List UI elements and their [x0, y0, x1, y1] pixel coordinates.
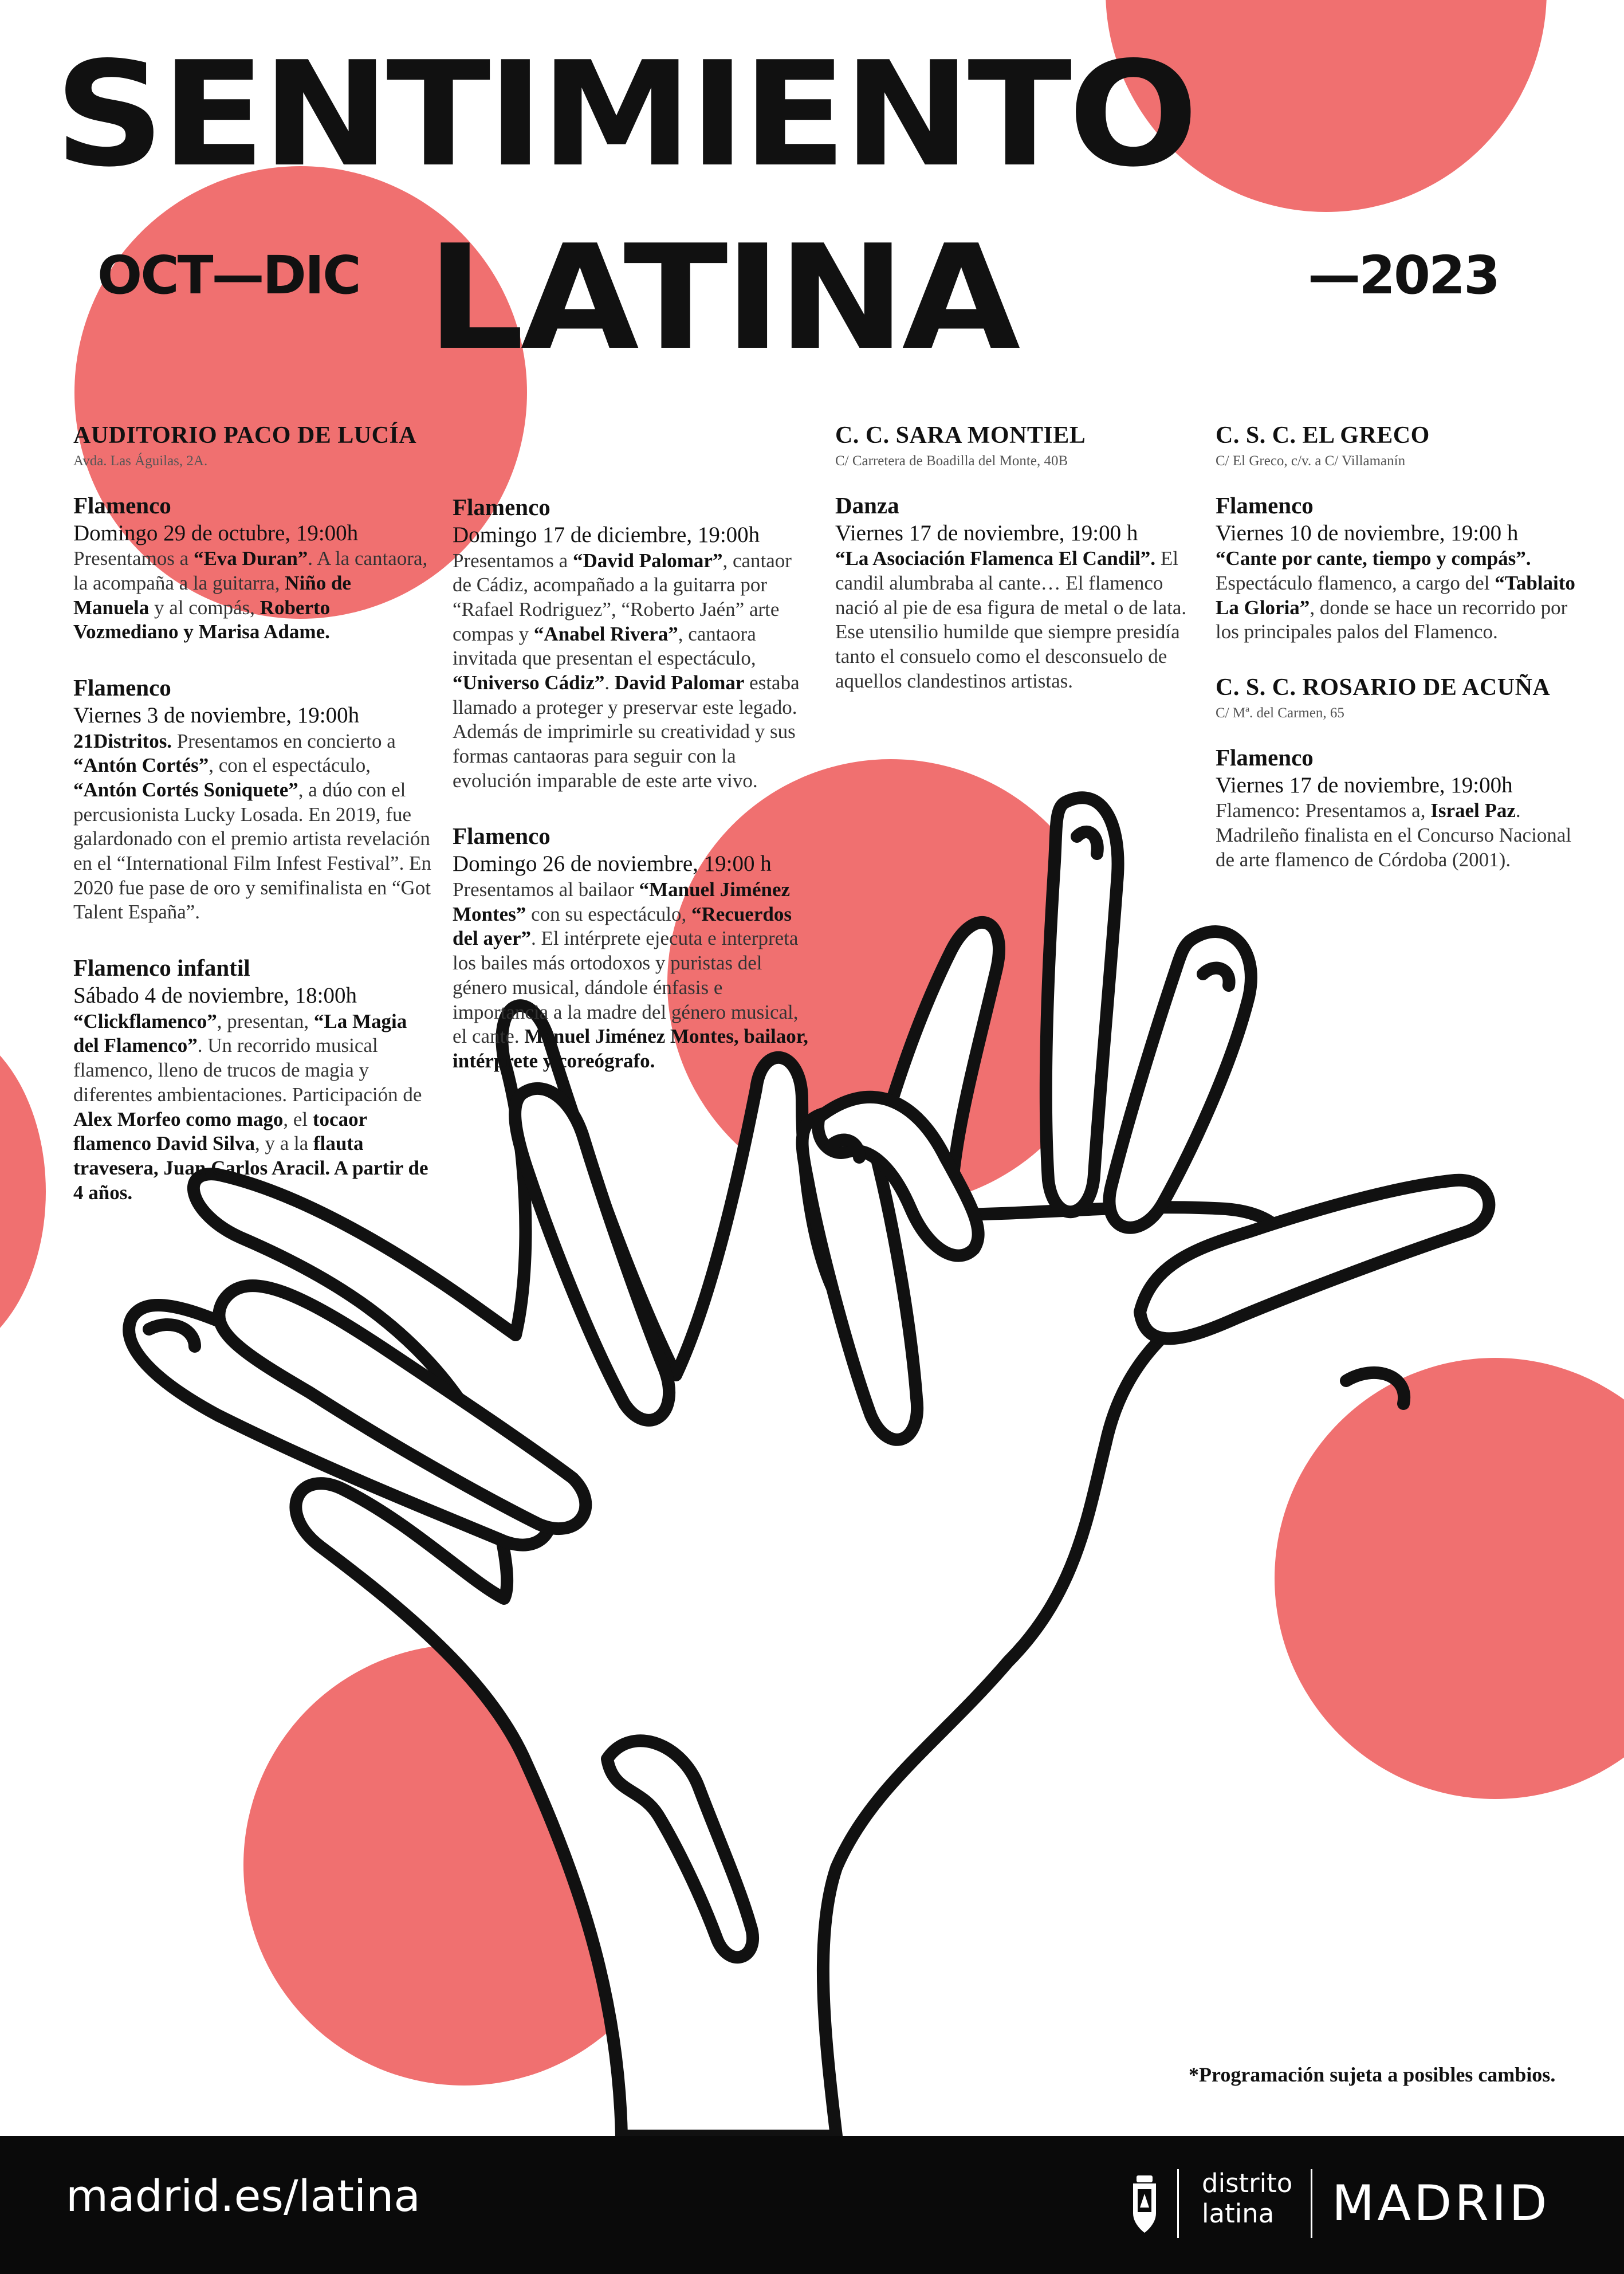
event-date: Viernes 10 de noviembre, 19:00 h [1216, 520, 1519, 545]
event-description: “Clickflamenco”, presentan, “La Magia del Flamenco”. Un recorrido musical flamenco, lleno de trucos de magia y diferentes ambientaciones. Participación de Alex Morfeo como mago, el tocaor flamenco David Silva, y a la flauta travesera, Juan Carlos Aracil. A partir de 4 años. [73, 1010, 428, 1204]
event-category: Flamenco [453, 823, 550, 850]
event-date: Viernes 17 de noviembre, 19:00 h [835, 520, 1138, 545]
column-el-greco [1216, 421, 1582, 901]
column-auditorio [73, 421, 431, 1234]
event-category: Flamenco [1216, 744, 1314, 771]
event-date: Viernes 17 de noviembre, 19:00h [1216, 772, 1513, 798]
event-category: Danza [835, 492, 899, 519]
event-category: Flamenco infantil [73, 955, 250, 981]
footer-divider [1311, 2169, 1312, 2238]
event-description: “Cante por cante, tiempo y compás”. Espectáculo flamenco, a cargo del “Tablaito La Gloria”, donde se hace un recorrido por los principales palos del Flamenco. [1216, 547, 1575, 643]
event-description: Presentamos a “Eva Duran”. A la cantaora, la acompaña a la guitarra, Niño de Manuela y al compás, Roberto Vozmediano y Marisa Adame. [73, 547, 428, 643]
footer-divider [1177, 2169, 1179, 2238]
venue-address: C/ Carretera de Boadilla del Monte, 40B [835, 453, 1068, 469]
event-item [73, 673, 431, 925]
title-line-2: LATINA [427, 214, 1017, 382]
venue-address: Avda. Las Águilas, 2A. [73, 453, 208, 469]
schedule-disclaimer: *Programación sujeta a posibles cambios. [1189, 2063, 1556, 2086]
event-category: Flamenco [73, 492, 171, 519]
event-item [1216, 491, 1582, 645]
date-range-label: OCT—DIC [97, 245, 360, 306]
column-auditorio-continued [453, 493, 811, 1102]
title-line-1: SENTIMIENTO [54, 31, 1195, 199]
event-description: 21Distritos. Presentamos en concierto a “Antón Cortés”, con el espectáculo, “Antón Cortés Soniquete”, a dúo con el percusionista Lucky Losada. En 2019, fue galardonado con el premio artista revelación en el “International Film Infest Festival”. En 2020 fue pase de oro y semifinalista en “Got Talent España”. [73, 729, 431, 924]
event-item [835, 491, 1190, 694]
venue-name: C. S. C. ROSARIO DE ACUÑA [1216, 674, 1551, 701]
event-item [453, 493, 811, 793]
website-link[interactable]: madrid.es/latina [66, 2170, 420, 2221]
event-date: Viernes 3 de noviembre, 19:00h [73, 703, 360, 728]
venue-address: C/ Mª. del Carmen, 65 [1216, 705, 1344, 721]
event-date: Sábado 4 de noviembre, 18:00h [73, 983, 357, 1008]
event-date: Domingo 29 de octubre, 19:00h [73, 520, 359, 545]
column-sara-montiel [835, 421, 1190, 722]
district-label: distrito latina [1202, 2168, 1293, 2229]
event-item [1216, 743, 1582, 873]
event-item [73, 953, 431, 1205]
event-date: Domingo 17 de diciembre, 19:00h [453, 523, 760, 548]
event-description: Presentamos a “David Palomar”, cantaor de Cádiz, acompañado a la guitarra por “Rafael Rodriguez”, “Roberto Jaén” arte compas y “Anabel Rivera”, cantaora invitada que presentan el espectáculo, “Universo Cádiz”. David Palomar estaba llamado a proteger y preservar este legado. Además de imprimirle su creatividad y sus formas cantaoras para seguir con la evolución imparable de este arte vivo. [453, 549, 800, 792]
madrid-crest-icon [1128, 2173, 1161, 2236]
event-category: Flamenco [1216, 492, 1314, 519]
event-category: Flamenco [453, 494, 550, 520]
venue-address: C/ El Greco, c/v. a C/ Villamanín [1216, 453, 1406, 469]
venue-name: C. S. C. EL GRECO [1216, 422, 1430, 449]
event-category: Flamenco [73, 674, 171, 701]
venue-name: AUDITORIO PACO DE LUCÍA [73, 422, 417, 449]
footer-bar [0, 2136, 1624, 2274]
event-item [73, 491, 431, 645]
event-description: “La Asociación Flamenca El Candil”. El candil alumbraba al cante… El flamenco nació al pie de esa figura de metal o de lata. Ese utensilio humilde que siempre presidía tanto el consuelo como el desconsuelo de aquellos clandestinos artistas. [835, 547, 1187, 692]
venue-name: C. C. SARA MONTIEL [835, 422, 1086, 449]
year-label: —2023 [1308, 245, 1499, 306]
event-item [453, 822, 811, 1073]
madrid-wordmark: MADRID [1332, 2175, 1550, 2232]
event-description: Presentamos al bailaor “Manuel Jiménez Montes” con su espectáculo, “Recuerdos del ayer”. El intérprete ejecuta e interpreta los bailes más ortodoxos y puristas del género musical, dándole énfasis e importancia a la madre del género musical, el cante. Manuel Jiménez Montes, bailaor, intérprete y coreógrafo. [453, 878, 808, 1072]
event-date: Domingo 26 de noviembre, 19:00 h [453, 851, 772, 877]
event-description: Flamenco: Presentamos a, Israel Paz. Madrileño finalista en el Concurso Nacional de arte flamenco de Córdoba (2001). [1216, 799, 1572, 871]
